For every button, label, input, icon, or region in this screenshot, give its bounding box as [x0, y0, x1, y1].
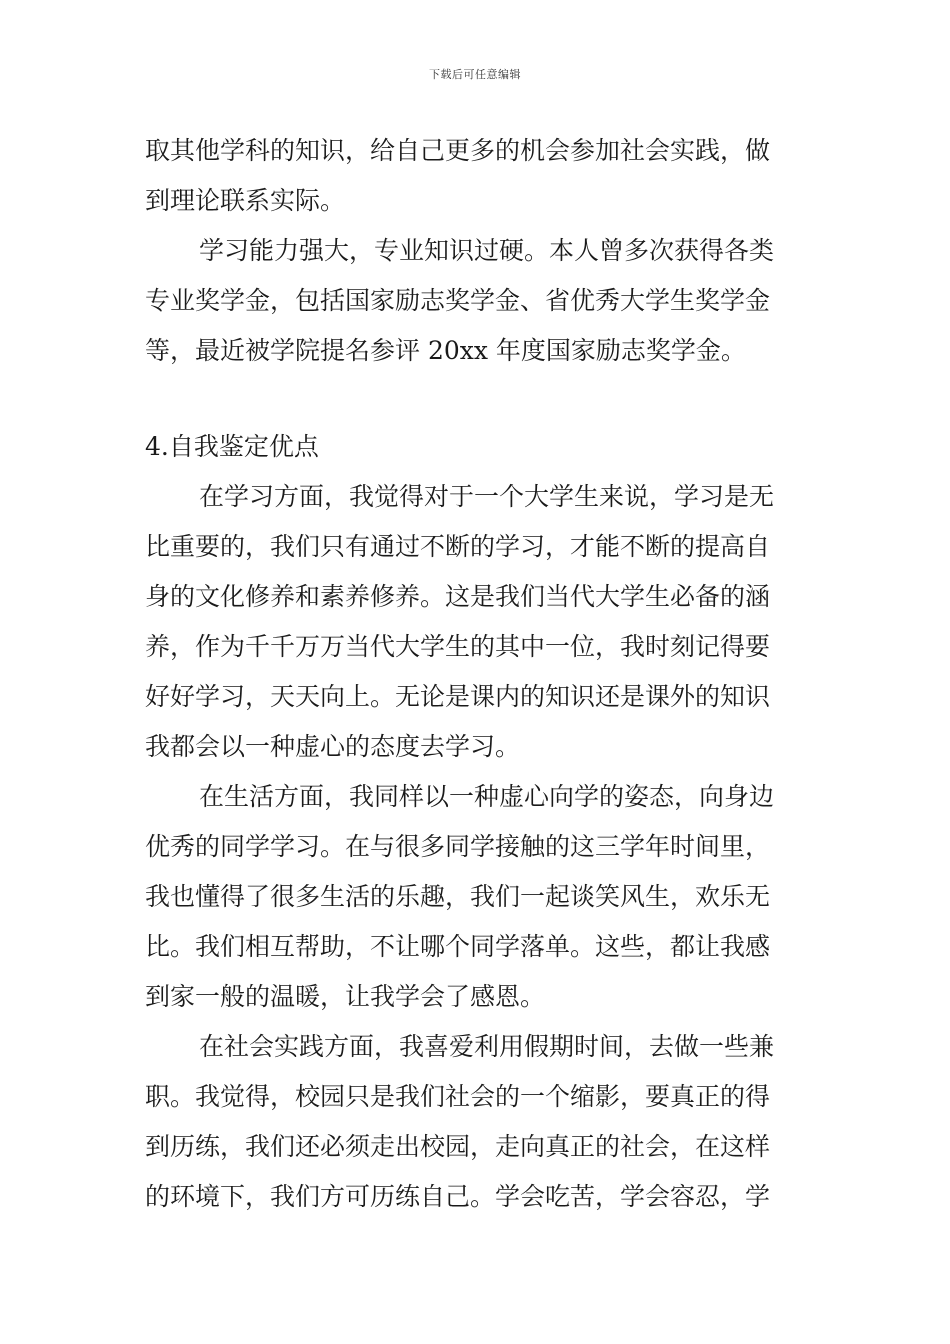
paragraph-first-line: 在生活方面，我同样以一种虚心向学的姿态，向身边 [199, 782, 775, 811]
text-line: 取其他学科的知识，给自己更多的机会参加社会实践，做 [145, 136, 771, 165]
blank-spacer [145, 376, 807, 422]
text-line: 我也懂得了很多生活的乐趣，我们一起谈笑风生，欢乐无 [145, 882, 771, 911]
text-line: 比。我们相互帮助，不让哪个同学落单。这些，都让我感 [145, 932, 771, 961]
paragraph-first-line: 在社会实践方面，我喜爱利用假期时间，去做一些兼 [199, 1032, 775, 1061]
text-line: 等，最近被学院提名参评 20xx 年度国家励志奖学金。 [145, 336, 746, 365]
text-line: 比重要的，我们只有通过不断的学习，才能不断的提高自 [145, 532, 771, 561]
text-line: 到理论联系实际。 [145, 186, 346, 215]
paragraph-first-line: 在学习方面，我觉得对于一个大学生来说，学习是无 [199, 482, 775, 511]
text-line: 养，作为千千万万当代大学生的其中一位，我时刻记得要 [145, 632, 771, 661]
section-heading: 4.自我鉴定优点 [145, 432, 319, 461]
text-line: 到家一般的温暖，让我学会了感恩。 [145, 982, 546, 1011]
text-line: 专业奖学金，包括国家励志奖学金、省优秀大学生奖学金 [145, 286, 771, 315]
text-line: 优秀的同学学习。在与很多同学接触的这三学年时间里， [145, 832, 771, 861]
text-line: 我都会以一种虚心的态度去学习。 [145, 732, 521, 761]
text-line: 到历练，我们还必须走出校园，走向真正的社会，在这样 [145, 1132, 771, 1161]
text-line: 职。我觉得，校园只是我们社会的一个缩影，要真正的得 [145, 1082, 771, 1111]
page-header: 下载后可任意编辑 [429, 68, 521, 81]
text-line: 身的文化修养和素养修养。这是我们当代大学生必备的涵 [145, 582, 771, 611]
document-body [145, 126, 807, 1222]
text-line: 的环境下，我们方可历练自己。学会吃苦，学会容忍，学 [145, 1182, 771, 1211]
text-line: 好好学习，天天向上。无论是课内的知识还是课外的知识 [145, 682, 771, 711]
paragraph-first-line: 学习能力强大，专业知识过硬。本人曾多次获得各类 [199, 236, 775, 265]
